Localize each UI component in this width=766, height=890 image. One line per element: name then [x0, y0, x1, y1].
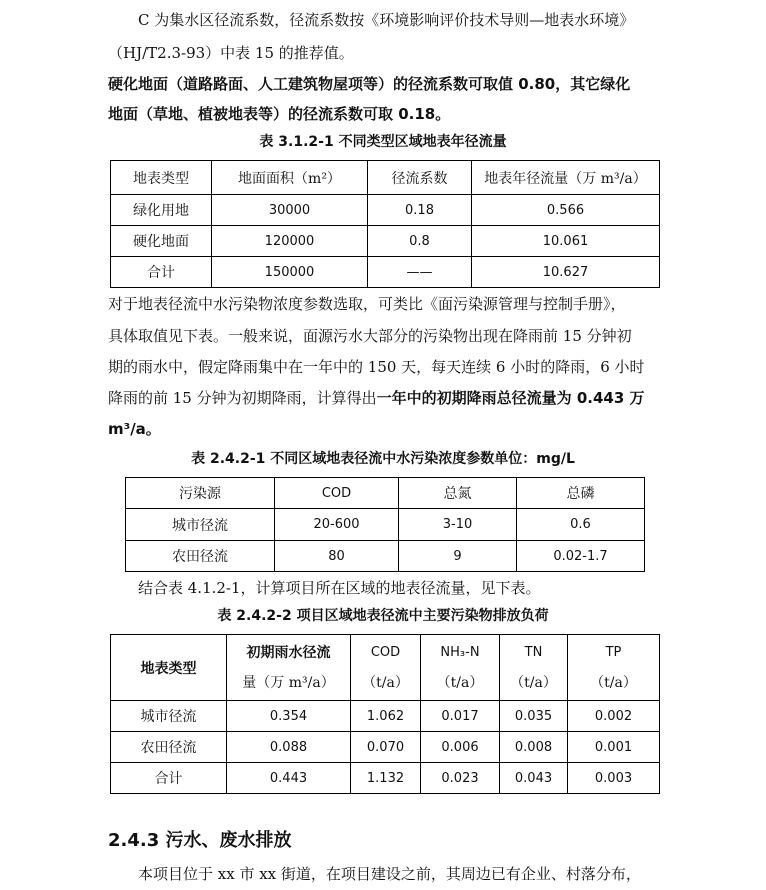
table3-cell: 0.003	[568, 763, 660, 794]
table-row	[111, 763, 660, 794]
table1-cell: 10.627	[472, 257, 660, 288]
table3-header-runoff	[227, 635, 351, 701]
table-row	[111, 226, 660, 257]
table1-cell: 0.18	[368, 195, 472, 226]
para3: 结合表 4.1.2-1，计算项目所在区域的地表径流量，见下表。	[138, 579, 541, 597]
table1-cell: 120000	[212, 226, 368, 257]
table3-header-tn-label: TN	[524, 644, 543, 660]
table3-header-nh3-label: NH₃-N	[440, 644, 480, 660]
para2-line3: 期的雨水中，假定降雨集中在一年中的 150 天，每天连续 6 小时的降雨，6 小时	[108, 358, 645, 376]
table3-header-tn	[500, 635, 568, 701]
table3-cell: 0.002	[568, 701, 660, 732]
table3-header-cod-label: COD	[370, 644, 401, 660]
table-row	[126, 541, 645, 572]
table3-cell: 0.008	[500, 732, 568, 763]
section-heading: 2.4.3 污水、废水排放	[108, 830, 292, 851]
table3-cell: 0.023	[421, 763, 500, 794]
table1-cell: ——	[368, 257, 472, 288]
table1	[110, 160, 660, 288]
table3-header-runoff-line1: 初期雨水径流	[246, 644, 331, 661]
table1-cell: 合计	[111, 257, 212, 288]
table3-header-tp-unit: （t/a）	[590, 674, 637, 691]
table-row	[126, 509, 645, 541]
table1-header-type: 地表类型	[111, 161, 212, 195]
table2-caption: 表 2.4.2-1 不同区域地表径流中水污染浓度参数单位：mg/L	[191, 451, 575, 467]
table3-cell: 0.088	[227, 732, 351, 763]
table3-header-type: 地表类型	[111, 635, 227, 701]
para2-line4-normal: 降雨的前 15 分钟为初期降雨，计算得出	[108, 389, 377, 407]
table3-cell: 城市径流	[111, 701, 227, 732]
table2-cell: 80	[275, 541, 399, 572]
table3-cell: 农田径流	[111, 732, 227, 763]
para1-line3: 硬化地面（道路路面、人工建筑物屋项等）的径流系数可取值 0.80，其它绿化	[108, 75, 631, 93]
para1-line2: （HJ/T2.3-93）中表 15 的推荐值。	[108, 44, 354, 62]
table3-header-nh3	[421, 635, 500, 701]
table-row	[111, 195, 660, 226]
para4: 本项目位于 xx 市 xx 街道，在项目建设之前，其周边已有企业、村落分布，	[138, 865, 641, 883]
table3-cell: 合计	[111, 763, 227, 794]
table3-header-runoff-line2: 量（万 m³/a）	[242, 674, 335, 691]
table-row	[111, 732, 660, 763]
table3-cell: 0.070	[351, 732, 421, 763]
table2-cell: 城市径流	[126, 509, 275, 541]
table1-cell: 0.566	[472, 195, 660, 226]
table1-header-area: 地面面积（m²）	[212, 161, 368, 195]
table3-cell: 1.062	[351, 701, 421, 732]
para2-line4	[108, 388, 645, 408]
table1-cell: 30000	[212, 195, 368, 226]
table3-cell: 0.443	[227, 763, 351, 794]
table1-cell: 10.061	[472, 226, 660, 257]
table1-cell: 150000	[212, 257, 368, 288]
para1-line4: 地面（草地、植被地表等）的径流系数可取 0.18。	[108, 105, 451, 123]
table3-header-tp-label: TP	[605, 644, 622, 660]
table2-cell: 0.6	[517, 509, 645, 541]
table3-header-cod-unit: （t/a）	[362, 674, 409, 691]
table1-cell: 绿化用地	[111, 195, 212, 226]
table2-cell: 3-10	[399, 509, 517, 541]
table1-caption: 表 3.1.2-1 不同类型区域地表年径流量	[259, 134, 507, 150]
table3-cell: 0.006	[421, 732, 500, 763]
table3-caption: 表 2.4.2-2 项目区域地表径流中主要污染物排放负荷	[217, 608, 549, 624]
table-row	[111, 257, 660, 288]
table3-cell: 0.017	[421, 701, 500, 732]
table3-cell: 0.043	[500, 763, 568, 794]
para1-line1: C 为集水区径流系数，径流系数按《环境影响评价技术导则—地表水环境》	[138, 11, 635, 29]
table3-header-tn-unit: （t/a）	[510, 674, 557, 691]
table3-cell: 0.354	[227, 701, 351, 732]
table3-header-tp	[568, 635, 660, 701]
table3-cell: 1.132	[351, 763, 421, 794]
table1-header-coef: 径流系数	[368, 161, 472, 195]
para2-line5: m³/a。	[108, 420, 161, 438]
para2-line1: 对于地表径流中水污染物浓度参数选取，可类比《面污染源管理与控制手册》，	[108, 295, 626, 313]
table3-cell: 0.035	[500, 701, 568, 732]
table2-header-tp: 总磷	[517, 478, 645, 509]
table2-header-cod: COD	[275, 478, 399, 509]
table2	[125, 477, 645, 572]
table1-cell: 0.8	[368, 226, 472, 257]
table2-cell: 农田径流	[126, 541, 275, 572]
table-row	[111, 701, 660, 732]
table3-header-cod	[351, 635, 421, 701]
table2-cell: 20-600	[275, 509, 399, 541]
para2-line2: 具体取值见下表。一般来说，面源污水大部分的污染物出现在降雨前 15 分钟初	[108, 327, 632, 345]
table3-cell: 0.001	[568, 732, 660, 763]
table1-cell: 硬化地面	[111, 226, 212, 257]
table2-cell: 0.02-1.7	[517, 541, 645, 572]
table2-cell: 9	[399, 541, 517, 572]
table1-header-runoff: 地表年径流量（万 m³/a）	[472, 161, 660, 195]
table3	[110, 634, 660, 794]
table2-header-tn: 总氮	[399, 478, 517, 509]
para2-line4-bold: 一年中的初期降雨总径流量为 0.443 万	[376, 389, 645, 407]
table2-header-source: 污染源	[126, 478, 275, 509]
table3-header-nh3-unit: （t/a）	[436, 674, 484, 691]
